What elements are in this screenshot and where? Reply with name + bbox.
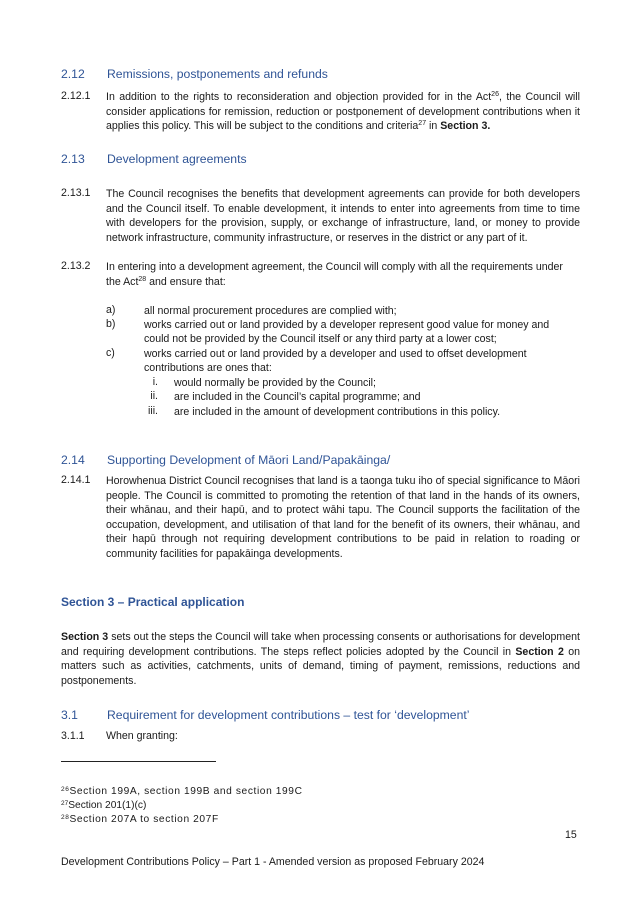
- heading-number: 2.13: [61, 152, 85, 166]
- clause-number: 2.13.2: [61, 260, 91, 272]
- heading-3-1: [61, 708, 571, 724]
- clause-2-13-2-text: In entering into a development agreement, the Council will comply with all the requirements under the Act$^{28}$ and ensure that:: [106, 261, 563, 288]
- page-footer: Development Contributions Policy – Part 1 - Amended version as proposed February 2024: [61, 856, 485, 868]
- footnote: $^{26}$Section 199A, section 199B and section 199C: [61, 786, 303, 797]
- heading-2-14: [61, 453, 561, 469]
- list-item: all normal procurement procedures are complied with;: [144, 305, 397, 317]
- clause-number: 2.14.1: [61, 474, 91, 486]
- list-marker: c): [106, 347, 115, 359]
- list-marker: b): [106, 318, 116, 330]
- heading-title: Supporting Development of Māori Land/Papakāinga/: [107, 453, 391, 467]
- heading-2-12: [61, 67, 561, 83]
- section-3-intro: Section 3 sets out the steps the Council will take when processing consents or authorisations for development and requiring development contributions. The steps reflect policies adopted by the Council in Section 2 on matters such as activities, catchments, units of demand, timing of payment, remissions, reductions and postponements.: [61, 631, 580, 687]
- footnote-ref[interactable]: 26: [491, 91, 499, 98]
- clause-3-1-1-text: When granting:: [106, 730, 178, 742]
- sublist-item: would normally be provided by the Council;: [174, 377, 376, 389]
- list-marker: a): [106, 304, 116, 316]
- sublist-item: are included in the Council’s capital programme; and: [174, 391, 421, 403]
- heading-number: 3.1: [61, 708, 78, 722]
- heading-title: Requirement for development contributions – test for ‘development’: [107, 708, 470, 722]
- sublist-marker: ii.: [150, 390, 158, 402]
- heading-2-13: [61, 152, 561, 168]
- heading-number: 2.12: [61, 67, 85, 81]
- clause-2-12-1-text: In addition to the rights to reconsideration and objection provided for in the Act$^{26}$, the Council will consider applications for remission, reduction or postponement of development contributions when it applies this policy. This will be subject to the conditions and criteria$^{27}$ in Section 3.: [106, 91, 580, 133]
- clause-2-14-1-text: Horowhenua District Council recognises that land is a taonga tuku iho of special significance to Māori people. The Council is committed to promoting the retention of that land in the hands of its owners, their whānau, and their hapū, and to protect wāhi tapu. The Council supports the facilitation of the occupation, development, and utilisation of that land for the benefit of its owners, their whānau, and their hapū through not requiring development contributions to be paid in relation to roading or community facilities for papakāinga developments.: [106, 475, 580, 560]
- heading-title: Remissions, postponements and refunds: [107, 67, 328, 81]
- clause-2-13-1-text: The Council recognises the benefits that development agreements can provide for both developers and the Council itself. To enable development, it intends to enter into agreements from time to time with developers for the provision, supply, or exchange of infrastructure, land, or money to provide network infrastructure, community infrastructure, or reserves in the district or any part of it.: [106, 188, 580, 244]
- footnote: $^{28}$Section 207A to section 207F: [61, 814, 219, 825]
- footnote-ref[interactable]: 28: [138, 275, 147, 283]
- heading-title: Development agreements: [107, 152, 247, 166]
- page-number: 15: [565, 829, 577, 841]
- sublist-marker: iii.: [147, 405, 158, 417]
- list-item-continued: could not be provided by the Council itself or any third party at a lower cost;: [144, 333, 497, 345]
- footnote-ref[interactable]: 27: [418, 120, 427, 128]
- heading-number: 2.14: [61, 453, 85, 467]
- list-item-continued: contributions are ones that:: [144, 362, 272, 374]
- list-item: works carried out or land provided by a developer and used to offset development: [144, 348, 527, 360]
- footnote: $^{27}$Section 201(1)(c): [61, 800, 147, 811]
- footnote-separator: [61, 761, 216, 762]
- section-3-heading: Section 3 – Practical application: [61, 595, 245, 609]
- sublist-marker: i.: [152, 376, 158, 388]
- sublist-item: are included in the amount of development contributions in this policy.: [174, 406, 501, 418]
- list-item: works carried out or land provided by a developer represent good value for money and: [144, 319, 550, 331]
- clause-number: 3.1.1: [61, 730, 85, 742]
- clause-number: 2.13.1: [61, 187, 91, 199]
- clause-number: 2.12.1: [61, 90, 91, 102]
